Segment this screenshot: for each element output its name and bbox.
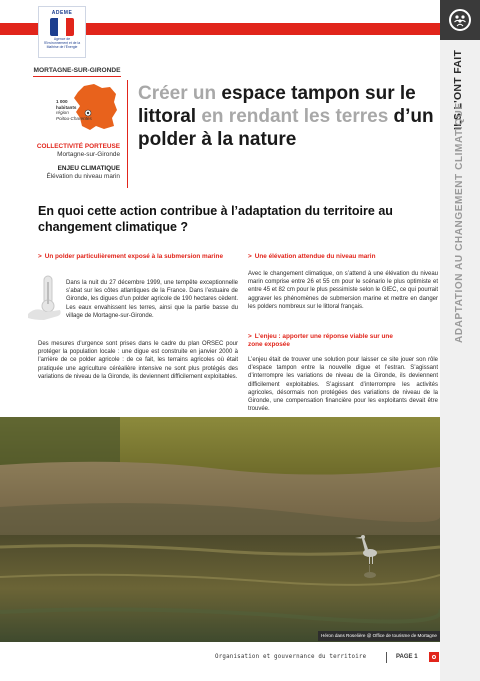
map-caption xyxy=(56,99,92,121)
side-label-adaptation: ADAPTATION AU CHANGEMENT CLIMATIQUE xyxy=(454,102,465,343)
ademe-mark-ring xyxy=(432,655,436,659)
heron-photo xyxy=(0,417,440,642)
photo-credit: Héron dans Roselière @ Office de tourisme de Mortagne xyxy=(318,631,440,641)
paragraph-polder-2: Des mesures d’urgence sont prises dans le cadre du plan ORSEC pour protéger la population locale : une digue est construite en janvier 2000 à l’arrière de ce polder agricole : de ce fait, les terrains agricoles où était pratiquée une agriculture céréalière intensive ne sont plus protégés des variations de niveau de la Gironde, ils deviennent difficilement exploitables. xyxy=(38,341,238,380)
collectivite-title: COLLECTIVITÉ PORTEUSE xyxy=(36,143,120,150)
city-name: MORTAGNE-SUR-GIRONDE xyxy=(33,67,121,74)
logo-word: ADEME xyxy=(51,10,73,16)
section-question: En quoi cette action contribue à l’adaptation du territoire au changement climatique ? xyxy=(38,204,393,234)
headline-part-3: en rendant les terres xyxy=(201,106,389,127)
ademe-logo xyxy=(38,6,86,58)
paragraph-enjeu: L’enjeu était de trouver une solution pour laisser ce site jouer son rôle d’espace tampon entre la nouvelle digue et l’estran. S’agissant d’interrompre les variations de niveau de la Gironde, ils deviennent difficilement exploitables. S’agissant d’interrompre les activités agricoles, désormais non protégées des variations de niveau de la Gironde, une compensation financière pour les exploitants devait être trouvée. xyxy=(248,357,438,413)
section-title-enjeu xyxy=(248,333,408,349)
chevron-right-icon: > xyxy=(38,253,42,260)
chevron-right-icon: > xyxy=(248,253,252,260)
paragraph-niveau: Avec le changement climatique, on s’attend à une élévation du niveau marin comprise entre 26 et 55 cm pour le scénario le plus optimiste et entre 45 et 82 cm pour le plus pessimiste selon le GIEC, ce qui pourrait aggraver les phénomènes de submersion marine et mettre en danger les polders nombreux sur le littoral français. xyxy=(248,271,438,310)
headline-part-4: d’un polder à la nature xyxy=(138,106,434,150)
chevron-right-icon: > xyxy=(248,333,252,340)
section-title-polder-text: Un polder particulièrement exposé à la submersion marine xyxy=(44,253,224,260)
people-group-icon xyxy=(449,9,471,31)
region-value: Poitou-Charentes xyxy=(56,115,92,121)
section-title-niveau xyxy=(248,253,438,261)
side-badge xyxy=(440,0,480,40)
enjeu-title: ENJEU CLIMATIQUE xyxy=(57,165,120,172)
footer-text: Organisation et gouvernance du territoire xyxy=(215,654,367,660)
section-title-niveau-text: Une élévation attendue du niveau marin xyxy=(254,253,376,260)
region-label: région xyxy=(56,110,69,115)
headline-part-1: Créer un xyxy=(138,83,217,104)
side-label-ils-ont-fait: ILS L'ONT FAIT xyxy=(452,49,464,130)
section-title-enjeu-text: L’enjeu : apporter une réponse viable sur une zone exposée xyxy=(248,333,393,348)
logo-mark-icon xyxy=(50,18,74,36)
city-divider xyxy=(33,76,121,77)
footer-divider xyxy=(386,652,387,663)
headline xyxy=(138,82,438,151)
enjeu-value: Élévation du niveau marin xyxy=(46,173,120,180)
info-divider xyxy=(127,80,128,188)
ademe-mark-icon xyxy=(429,652,439,662)
population-unit: habitants xyxy=(56,104,77,110)
page-number: PAGE 1 xyxy=(396,654,418,660)
paragraph-polder-1: Dans la nuit du 27 décembre 1999, une tempête exceptionnelle s’abat sur les côtes atlantiques de la France. Dans l’estuaire de Gironde, les digues d’un polder agricole de 190 hectares cèdent. Les eaux envahissent les terres, ainsi que la partie basse du village de Mortagne-sur-Gironde. xyxy=(66,280,238,319)
thermometer-hand-icon xyxy=(26,274,64,322)
population-value: 1 000 xyxy=(56,99,68,104)
section-title-polder xyxy=(38,253,238,261)
logo-tagline: Agence de l'Environnement et de la Maîtrise de l'Énergie xyxy=(43,37,81,49)
collectivite-value: Mortagne-sur-Gironde xyxy=(57,151,120,158)
headline-part-2: espace tampon sur le littoral xyxy=(138,83,416,127)
